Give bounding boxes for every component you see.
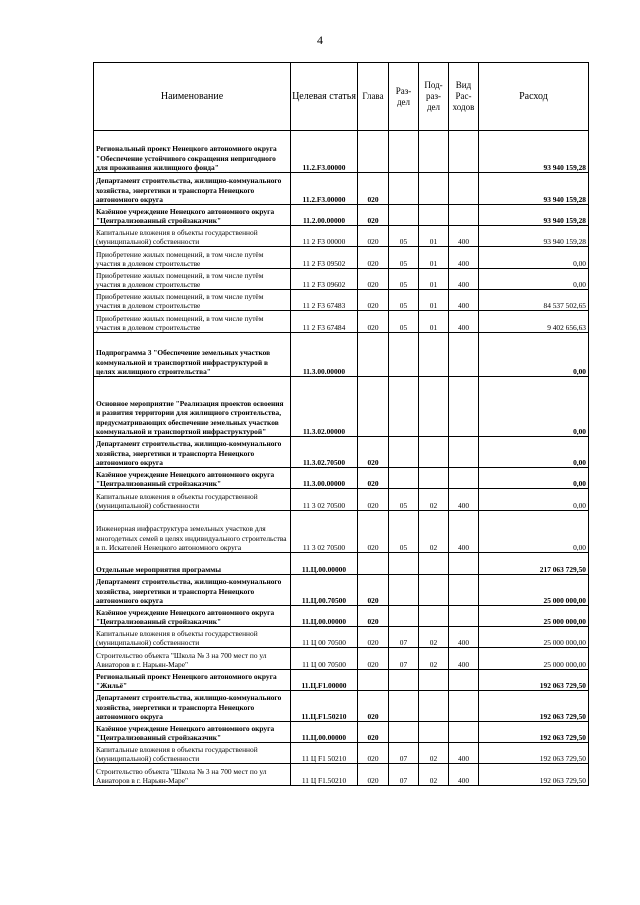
table-row — [94, 333, 589, 377]
cell-section: 05 — [389, 269, 419, 290]
table-row — [94, 205, 589, 226]
cell-name: Казённое учреждение Ненецкого автономного округа "Централизованный стройзаказчик" — [94, 468, 291, 489]
cell-chapter: 020 — [358, 290, 389, 311]
cell-section — [389, 691, 419, 722]
table-row — [94, 247, 589, 269]
cell-subsection: 01 — [419, 226, 449, 247]
cell-target: 11.Ц.F1.00000 — [291, 670, 358, 691]
cell-chapter — [358, 553, 389, 575]
cell-expense-type: 400 — [449, 226, 479, 247]
cell-amount: 0,00 — [479, 511, 589, 553]
cell-target: 11.3.02.00000 — [291, 377, 358, 437]
cell-subsection — [419, 173, 449, 205]
cell-target: 11 2 F3 09502 — [291, 247, 358, 269]
cell-name: Строительство объекта "Школа № 3 на 700 мест по ул Авиаторов в г. Нарьян-Маре" — [94, 764, 291, 786]
cell-subsection — [419, 468, 449, 489]
cell-subsection — [419, 333, 449, 377]
cell-name: Капитальные вложения в объекты государственной (муниципальной) собственности — [94, 743, 291, 764]
cell-name: Строительство объекта "Школа № 3 на 700 мест по ул Авиаторов в г. Нарьян-Маре" — [94, 648, 291, 670]
cell-name: Подпрограмма 3 "Обеспечение земельных участков коммунальной и транспортной инфраструктурой в целях жилищного строительства" — [94, 333, 291, 377]
cell-target: 11.3.02.70500 — [291, 437, 358, 468]
cell-amount: 93 940 159,28 — [479, 131, 589, 173]
cell-section — [389, 468, 419, 489]
cell-section — [389, 173, 419, 205]
cell-section — [389, 131, 419, 173]
header-expense-type: Вид Рас-ходов — [449, 63, 479, 131]
cell-subsection — [419, 722, 449, 743]
table-row — [94, 226, 589, 247]
cell-amount: 25 000 000,00 — [479, 627, 589, 648]
cell-name: Капитальные вложения в объекты государственной (муниципальной) собственности — [94, 226, 291, 247]
table-row — [94, 575, 589, 606]
cell-subsection: 01 — [419, 247, 449, 269]
cell-amount: 25 000 000,00 — [479, 648, 589, 670]
table-row — [94, 511, 589, 553]
header-subsection: Под-раз-дел — [419, 63, 449, 131]
cell-name: Приобретение жилых помещений, в том числе путём участия в долевом строительстве — [94, 311, 291, 333]
cell-chapter: 020 — [358, 722, 389, 743]
cell-name: Региональный проект Ненецкого автономного округа "Обеспечение устойчивого сокращения непригодного для проживания жилищного фонда" — [94, 131, 291, 173]
cell-amount: 25 000 000,00 — [479, 606, 589, 627]
table-row — [94, 691, 589, 722]
cell-section: 07 — [389, 764, 419, 786]
cell-subsection — [419, 131, 449, 173]
cell-target: 11.2.00.00000 — [291, 205, 358, 226]
cell-chapter: 020 — [358, 743, 389, 764]
cell-expense-type — [449, 437, 479, 468]
header-amount: Расход — [479, 63, 589, 131]
cell-chapter — [358, 333, 389, 377]
cell-subsection — [419, 670, 449, 691]
cell-target: 11 Ц 00 70500 — [291, 627, 358, 648]
cell-chapter: 020 — [358, 205, 389, 226]
cell-name: Основное мероприятие "Реализация проектов освоения и развития территории для жилищного строительства, предусматривающих обеспечение земельных участков коммунальной и транспортной инфраструктурой" — [94, 377, 291, 437]
cell-amount: 0,00 — [479, 468, 589, 489]
cell-amount: 93 940 159,28 — [479, 205, 589, 226]
cell-target: 11 Ц 00 70500 — [291, 648, 358, 670]
budget-table — [93, 62, 589, 786]
cell-amount: 192 063 729,50 — [479, 670, 589, 691]
table-row — [94, 764, 589, 786]
table-row — [94, 489, 589, 511]
cell-section: 05 — [389, 226, 419, 247]
cell-amount: 9 402 656,63 — [479, 311, 589, 333]
cell-chapter: 020 — [358, 764, 389, 786]
table-row — [94, 670, 589, 691]
cell-expense-type — [449, 333, 479, 377]
cell-expense-type — [449, 205, 479, 226]
cell-section: 05 — [389, 247, 419, 269]
cell-name: Приобретение жилых помещений, в том числе путём участия в долевом строительстве — [94, 247, 291, 269]
table-row — [94, 437, 589, 468]
table-row — [94, 648, 589, 670]
cell-expense-type — [449, 377, 479, 437]
cell-expense-type — [449, 131, 479, 173]
cell-expense-type — [449, 173, 479, 205]
cell-chapter: 020 — [358, 575, 389, 606]
cell-subsection — [419, 606, 449, 627]
cell-amount: 93 940 159,28 — [479, 226, 589, 247]
cell-expense-type: 400 — [449, 290, 479, 311]
cell-section — [389, 377, 419, 437]
cell-chapter: 020 — [358, 269, 389, 290]
cell-expense-type: 400 — [449, 764, 479, 786]
cell-name: Казённое учреждение Ненецкого автономного округа "Централизованный стройзаказчик" — [94, 205, 291, 226]
cell-section — [389, 575, 419, 606]
cell-target: 11.Ц.00.00000 — [291, 722, 358, 743]
cell-amount: 217 063 729,50 — [479, 553, 589, 575]
table-row — [94, 627, 589, 648]
cell-target: 11.Ц.F1.50210 — [291, 691, 358, 722]
cell-target: 11 2 F3 09602 — [291, 269, 358, 290]
cell-amount: 25 000 000,00 — [479, 575, 589, 606]
cell-target: 11.2.F3.00000 — [291, 173, 358, 205]
cell-chapter: 020 — [358, 173, 389, 205]
table-body — [94, 131, 589, 786]
table-row — [94, 269, 589, 290]
cell-section — [389, 670, 419, 691]
cell-name: Приобретение жилых помещений, в том числе путём участия в долевом строительстве — [94, 290, 291, 311]
cell-amount: 192 063 729,50 — [479, 722, 589, 743]
cell-subsection: 02 — [419, 511, 449, 553]
cell-target: 11 Ц F1.50210 — [291, 764, 358, 786]
cell-expense-type: 400 — [449, 627, 479, 648]
cell-chapter: 020 — [358, 511, 389, 553]
cell-chapter: 020 — [358, 691, 389, 722]
cell-section — [389, 606, 419, 627]
cell-section: 05 — [389, 511, 419, 553]
cell-name: Региональный проект Ненецкого автономного округа "Жильё" — [94, 670, 291, 691]
cell-target: 11 3 02 70500 — [291, 511, 358, 553]
cell-amount: 0,00 — [479, 247, 589, 269]
cell-target: 11 Ц F1 50210 — [291, 743, 358, 764]
cell-chapter: 020 — [358, 226, 389, 247]
cell-subsection — [419, 575, 449, 606]
cell-section: 07 — [389, 648, 419, 670]
cell-chapter — [358, 377, 389, 437]
cell-expense-type — [449, 575, 479, 606]
cell-expense-type — [449, 722, 479, 743]
cell-subsection: 01 — [419, 269, 449, 290]
cell-expense-type: 400 — [449, 247, 479, 269]
table-row — [94, 311, 589, 333]
table-row — [94, 553, 589, 575]
table-row — [94, 290, 589, 311]
cell-expense-type — [449, 606, 479, 627]
cell-name: Инженерная инфраструктура земельных участков для многодетных семей в целях индивидуального строительства в п. Искателей Ненецкого автономного округа — [94, 511, 291, 553]
cell-target: 11 2 F3 67483 — [291, 290, 358, 311]
cell-subsection — [419, 205, 449, 226]
cell-subsection — [419, 691, 449, 722]
cell-name: Капитальные вложения в объекты государственной (муниципальной) собственности — [94, 489, 291, 511]
cell-name: Казённое учреждение Ненецкого автономного округа "Централизованный стройзаказчик" — [94, 722, 291, 743]
page-number: 4 — [317, 33, 323, 47]
table-row — [94, 468, 589, 489]
cell-chapter: 020 — [358, 489, 389, 511]
cell-section: 07 — [389, 627, 419, 648]
cell-amount: 93 940 159,28 — [479, 173, 589, 205]
header-chapter: Глава — [358, 63, 389, 131]
table-header-row — [94, 63, 589, 131]
table-row — [94, 377, 589, 437]
cell-target: 11.Ц.00.70500 — [291, 575, 358, 606]
cell-chapter: 020 — [358, 468, 389, 489]
cell-name: Приобретение жилых помещений, в том числе путём участия в долевом строительстве — [94, 269, 291, 290]
cell-expense-type: 400 — [449, 269, 479, 290]
cell-name: Департамент строительства, жилищно-коммунального хозяйства, энергетики и транспорта Ненецкого автономного округа — [94, 691, 291, 722]
cell-section: 05 — [389, 290, 419, 311]
cell-name: Департамент строительства, жилищно-коммунального хозяйства, энергетики и транспорта Ненецкого автономного округа — [94, 575, 291, 606]
cell-section — [389, 722, 419, 743]
cell-amount: 0,00 — [479, 269, 589, 290]
cell-target: 11.3.00.00000 — [291, 333, 358, 377]
cell-subsection: 01 — [419, 311, 449, 333]
cell-chapter: 020 — [358, 606, 389, 627]
table-row — [94, 722, 589, 743]
cell-chapter: 020 — [358, 247, 389, 269]
cell-amount: 192 063 729,50 — [479, 743, 589, 764]
cell-section — [389, 437, 419, 468]
cell-name: Отдельные мероприятия программы — [94, 553, 291, 575]
cell-subsection: 02 — [419, 743, 449, 764]
cell-target: 11.2.F3.00000 — [291, 131, 358, 173]
cell-chapter: 020 — [358, 648, 389, 670]
cell-subsection — [419, 377, 449, 437]
cell-subsection: 02 — [419, 489, 449, 511]
cell-section — [389, 553, 419, 575]
table-row — [94, 606, 589, 627]
cell-expense-type: 400 — [449, 648, 479, 670]
cell-subsection: 02 — [419, 648, 449, 670]
header-target: Целевая статья — [291, 63, 358, 131]
cell-expense-type: 400 — [449, 511, 479, 553]
cell-expense-type: 400 — [449, 311, 479, 333]
cell-target: 11.3.00.00000 — [291, 468, 358, 489]
cell-expense-type — [449, 691, 479, 722]
cell-amount: 84 537 502,65 — [479, 290, 589, 311]
cell-target: 11 3 02 70500 — [291, 489, 358, 511]
cell-section — [389, 205, 419, 226]
cell-amount: 192 063 729,50 — [479, 691, 589, 722]
cell-expense-type: 400 — [449, 489, 479, 511]
cell-expense-type — [449, 468, 479, 489]
cell-subsection — [419, 437, 449, 468]
cell-chapter: 020 — [358, 437, 389, 468]
cell-name: Казённое учреждение Ненецкого автономного округа "Централизованный стройзаказчик" — [94, 606, 291, 627]
cell-subsection: 02 — [419, 627, 449, 648]
cell-name: Департамент строительства, жилищно-коммунального хозяйства, энергетики и транспорта Ненецкого автономного округа — [94, 173, 291, 205]
table-row — [94, 131, 589, 173]
cell-subsection: 01 — [419, 290, 449, 311]
cell-amount: 0,00 — [479, 489, 589, 511]
table-row — [94, 173, 589, 205]
cell-chapter — [358, 670, 389, 691]
cell-name: Капитальные вложения в объекты государственной (муниципальной) собственности — [94, 627, 291, 648]
cell-chapter — [358, 131, 389, 173]
cell-subsection: 02 — [419, 764, 449, 786]
cell-chapter: 020 — [358, 311, 389, 333]
cell-expense-type — [449, 670, 479, 691]
cell-subsection — [419, 553, 449, 575]
header-section: Раз-дел — [389, 63, 419, 131]
cell-amount: 0,00 — [479, 437, 589, 468]
cell-name: Департамент строительства, жилищно-коммунального хозяйства, энергетики и транспорта Ненецкого автономного округа — [94, 437, 291, 468]
cell-target: 11 2 F3 67484 — [291, 311, 358, 333]
cell-amount: 192 063 729,50 — [479, 764, 589, 786]
cell-expense-type — [449, 553, 479, 575]
table-row — [94, 743, 589, 764]
cell-section: 05 — [389, 311, 419, 333]
cell-target: 11.Ц.00.00000 — [291, 553, 358, 575]
header-name: Наименование — [94, 63, 291, 131]
cell-target: 11 2 F3 00000 — [291, 226, 358, 247]
cell-amount: 0,00 — [479, 377, 589, 437]
cell-expense-type: 400 — [449, 743, 479, 764]
cell-section: 05 — [389, 489, 419, 511]
cell-target: 11.Ц.00.00000 — [291, 606, 358, 627]
cell-amount: 0,00 — [479, 333, 589, 377]
cell-chapter: 020 — [358, 627, 389, 648]
cell-section — [389, 333, 419, 377]
cell-section: 07 — [389, 743, 419, 764]
